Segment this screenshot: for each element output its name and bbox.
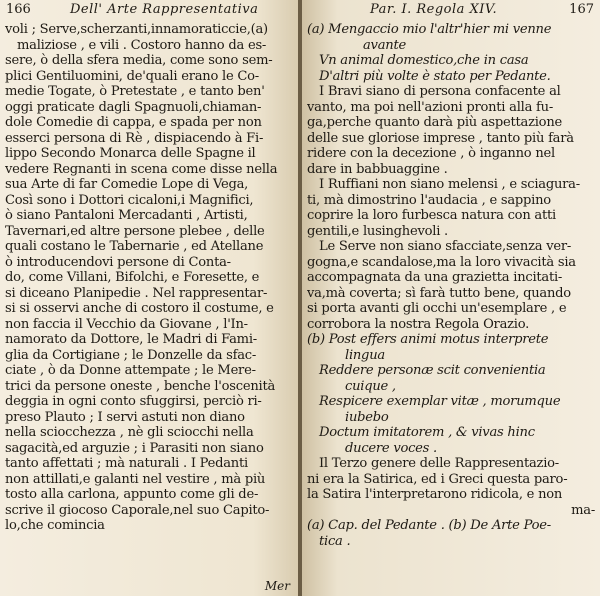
text-line: si porta avanti gli occhi un'esemplare , e <box>307 301 567 316</box>
text-line: vedere Regnanti in scena come disse nella <box>5 161 278 177</box>
left-page-body <box>5 22 293 534</box>
text-line: esserci persona di Rè , dispiacendo à Fi- <box>5 130 264 146</box>
text-line: Il Terzo genere delle Rappresentazio- <box>319 456 559 471</box>
text-line: ma- <box>571 502 595 518</box>
left-page-header <box>0 2 298 22</box>
text-line: dole Comedie di cappa, e spada per non <box>5 115 262 130</box>
text-line: Le Serve non siano sfacciate,senza ver- <box>319 239 572 254</box>
footnote-verse-line: D'altri più volte è stato per Pedante. <box>319 68 551 84</box>
footnote-verse-line: lingua <box>345 347 385 363</box>
text-line: la Satira l'interpretarono ridicola, e non <box>307 487 563 502</box>
footnote-line: (a) Cap. del Pedante . (b) De Arte Poe- <box>307 518 551 533</box>
footnote-verse-line: cuique , <box>345 378 396 394</box>
text-line: dare in babbuaggine . <box>307 161 448 177</box>
text-line: ò siano Pantaloni Mercadanti , Artisti, <box>5 208 248 223</box>
text-line: si si osservi anche di costoro il costume, e <box>5 301 274 316</box>
text-line: deggia in ogni conto sfuggirsi, perciò ri- <box>5 394 262 409</box>
text-line: non faccia il Vecchio da Giovane , l'In- <box>5 316 248 332</box>
left-page-number: 166 <box>6 2 31 17</box>
text-line: coprire la loro furbesca natura con atti <box>307 208 556 223</box>
text-line: vanto, ma poi nell'azioni pronti alla fu- <box>307 99 553 115</box>
text-line: lippo Secondo Monarca delle Spagne il <box>5 146 256 161</box>
footnote-verse-line: ducere voces . <box>345 440 437 456</box>
text-line: ridere con la decezione , ò inganno nel <box>307 146 555 161</box>
text-line: plici Gentiluomini, de'quali erano le Co- <box>5 68 259 84</box>
right-page-number: 167 <box>569 2 594 17</box>
text-line: non attillati,e galanti nel vestire , mà più <box>5 471 266 487</box>
footnote-verse-line: iubebo <box>345 409 389 425</box>
text-line: accompagnata da una grazietta incitati- <box>307 270 563 285</box>
left-page <box>0 0 298 596</box>
text-line: voli ; Serve,scherzanti,innamoraticcie,(a) <box>5 22 268 37</box>
text-line: sagacità,ed arguzie ; i Parasiti non siano <box>5 440 264 456</box>
text-line: va,mà coverta; sì farà tutto bene, quando <box>307 285 571 301</box>
text-line: gentili,e lusinghevoli . <box>307 223 448 239</box>
right-running-head: Par. I. Regola XIV. <box>370 2 498 17</box>
text-line: maliziose , e vili . Costoro hanno da es- <box>17 37 267 53</box>
footnote-verse-line: Doctum imitatorem , & vivas hinc <box>319 425 535 440</box>
text-line: lo,che comincia <box>5 518 105 533</box>
text-line: nella sciocchezza , nè gli sciocchi nella <box>5 425 254 440</box>
text-line: I Ruffiani non siano melensi , e sciagura- <box>319 177 580 192</box>
text-line: ò introducendovi persone di Conta- <box>5 254 231 270</box>
text-line: ga,perche quanto darà più aspettazione <box>307 115 562 130</box>
left-running-head: Dell' Arte Rappresentativa <box>70 2 259 17</box>
text-line: quali costano le Tabernarie , ed Atellane <box>5 239 264 254</box>
text-line: oggi praticate dagli Spagnuoli,chiaman- <box>5 99 262 115</box>
text-line: tosto alla carlona, appunto come gli de- <box>5 487 259 502</box>
footnote-verse-line: (a) Mengaccio mio l'altr'hier mi venne <box>307 22 552 37</box>
text-line: sere, ò della sfera media, come sono sem- <box>5 53 273 68</box>
footnote-verse-line: Vn animal domestico,che in casa <box>319 53 529 68</box>
text-line: trici da persone oneste , benche l'oscenità <box>5 378 276 394</box>
text-line: scrive il giocoso Caporale,nel suo Capito- <box>5 502 270 518</box>
text-line: ciate , ò da Donne attempate ; le Mere- <box>5 363 256 378</box>
right-page-body <box>307 22 595 549</box>
text-line: corrobora la nostra Regola Orazio. <box>307 316 530 332</box>
text-line: si diceano Planipedie . Nel rappresentar- <box>5 285 268 301</box>
text-line: do, come Villani, Bifolchi, e Foresette, e <box>5 270 260 285</box>
text-line: ti, mà dimostrino l'audacia , e sappino <box>307 192 551 208</box>
text-line: delle sue gloriose imprese , tanto più farà <box>307 130 574 146</box>
text-line: glia da Cortigiane ; le Donzelle da sfac- <box>5 347 257 363</box>
footnote-verse-line: (b) Post effers animi motus interprete <box>307 332 549 347</box>
footnote-verse-line: Respicere exemplar vitæ , morumque <box>319 394 561 409</box>
text-line: preso Plauto ; I servi astuti non diano <box>5 409 245 425</box>
footnote-verse-line: Reddere personæ scit convenientia <box>319 363 546 378</box>
right-page <box>302 0 600 596</box>
footnote-line: tica . <box>319 533 351 549</box>
right-page-header <box>302 2 600 22</box>
text-line: sua Arte di far Comedie Lope di Vega, <box>5 177 249 192</box>
text-line: Tavernari,ed altre persone plebee , delle <box>5 223 265 239</box>
text-line: medie Togate, ò Pretestate , e tanto ben' <box>5 84 265 99</box>
text-line: gogna,e scandalose,ma la loro vivacità sia <box>307 254 576 270</box>
text-line: I Bravi siano di persona confacente al <box>319 84 561 99</box>
text-line: tanto affettati ; mà naturali . I Pedanti <box>5 456 248 471</box>
text-line: ni era la Satirica, ed i Greci questa paro- <box>307 471 568 487</box>
text-line: namorato da Dottore, le Madri di Fami- <box>5 332 257 347</box>
catchword: Mer <box>264 579 290 593</box>
footnote-verse-line: avante <box>363 37 406 53</box>
text-line: Così sono i Dottori cicaloni,i Magnifici, <box>5 192 254 208</box>
